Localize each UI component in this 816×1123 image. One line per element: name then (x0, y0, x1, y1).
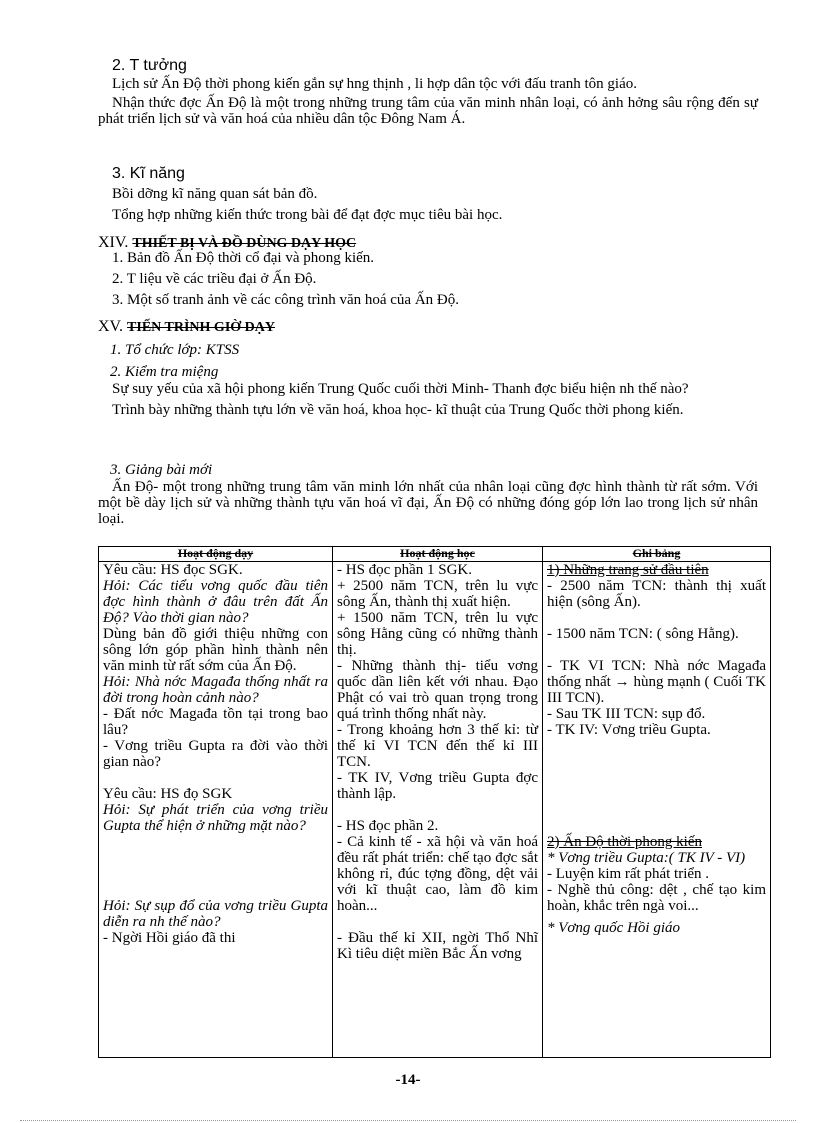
teaching-line: Hỏi: Sự phát triển của vơng triều Gupta thể hiện ở những mặt nào? (103, 802, 328, 834)
heading-skills: 3. Kĩ năng (112, 165, 185, 182)
teaching-line: Dùng bản đồ giới thiệu những con sông lớn góp phần hình thành nên văn minh từ rất sớm của Ấn Độ. (103, 626, 328, 674)
column-learning (333, 562, 543, 1058)
bottom-divider (20, 1120, 796, 1121)
question-1: Sự suy yếu của xã hội phong kiến Trung Quốc cuối thời Minh- Thanh đợc biểu hiện nh thế nào? (112, 381, 689, 397)
teaching-line: - Đất nớc Magađa tồn tại trong bao lâu? (103, 706, 328, 738)
paragraph-thought-1: Lịch sử Ấn Độ thời phong kiến gắn sự hng thịnh , li hợp dân tộc với đấu tranh tôn giáo. (112, 76, 637, 92)
learning-line: - Đầu thế kỉ XII, ngời Thổ Nhĩ Kì tiêu diệt miền Bắc Ấn vơng (337, 930, 538, 962)
column-teaching (99, 562, 333, 1058)
teaching-line: - Ngời Hồi giáo đã thi (103, 930, 236, 946)
table-header-row (99, 547, 771, 562)
lesson-intro (98, 479, 758, 527)
teaching-line (103, 850, 328, 866)
equipment-item: 2. T liệu về các triều đại ở Ấn Độ. (112, 271, 317, 287)
board-line (547, 642, 766, 658)
step-class-organization: 1. Tổ chức lớp: KTSS (110, 342, 240, 358)
learning-line: - Trong khoảng hơn 3 thế kỉ: từ thế kỉ VI TCN đến thế kỉ III TCN. (337, 722, 538, 770)
teaching-line: Hỏi: Các tiểu vơng quốc đầu tiên đợc hình thành ở đâu trên đất Ấn Độ? Vào thời gian nào? (103, 578, 328, 626)
lesson-table (98, 546, 771, 1058)
question-2: Trình bày những thành tựu lớn về văn hoá, khoa học- kĩ thuật của Trung Quốc thời phong kiến. (112, 402, 684, 418)
learning-line: - TK IV, Vơng triều Gupta đợc thành lập. (337, 770, 538, 802)
teaching-line: - Vơng triều Gupta ra đời vào thời gian nào? (103, 738, 328, 770)
board-title-1: 1) Những trang sử đầu tiên (547, 562, 709, 578)
board-line: - TK IV: Vơng triều Gupta. (547, 722, 711, 738)
header-learning: Hoạt động học (333, 547, 543, 562)
learning-line: - HS đọc phần 2. (337, 818, 439, 834)
header-teaching: Hoạt động dạy (99, 547, 333, 562)
section-number: XIV. (98, 234, 129, 251)
board-islam-heading: * Vơng quốc Hồi giáo (547, 920, 680, 936)
equipment-item: 1. Bản đồ Ấn Độ thời cổ đại và phong kiến. (112, 250, 375, 266)
learning-line (337, 802, 538, 818)
step-new-lesson: 3. Giảng bài mới (110, 462, 213, 478)
board-line: - 1500 năm TCN: ( sông Hằng). (547, 626, 739, 642)
teaching-line (103, 770, 328, 786)
table-row (99, 562, 771, 1058)
heading-thought: 2. T tưởng (112, 57, 187, 74)
teaching-line (103, 866, 328, 882)
page-number: -14- (395, 1072, 421, 1088)
section-process-heading (98, 319, 275, 336)
board-gupta-heading: * Vơng triều Gupta:( TK IV - VI) (547, 850, 746, 866)
paragraph-thought-2: Nhận thức đợc Ấn Độ là một trong những trung tâm của văn minh nhân loại, có ảnh hởng sâu rộng đến sự phát triển lịch sử và văn hoá của nhiều dân tộc Đông Nam Á. (98, 95, 758, 127)
teaching-line: Hỏi: Nhà nớc Magađa thống nhất ra đời trong hoàn cảnh nào? (103, 674, 328, 706)
teaching-line: Yêu cầu: HS đọ SGK (103, 786, 233, 802)
column-board (543, 562, 771, 1058)
oral-questions (98, 381, 758, 418)
teaching-line (103, 834, 328, 850)
paragraph-skill-2: Tổng hợp những kiến thức trong bài để đạt đợc mục tiêu bài học. (112, 207, 503, 223)
board-title-2: 2) Ấn Độ thời phong kiến (547, 834, 703, 850)
step-oral-check: 2. Kiểm tra miệng (110, 364, 219, 380)
intro-paragraph: Ấn Độ- một trong những trung tâm văn minh lớn nhất của nhân loại cũng đợc hình thành từ rất sớm. Với một bề dày lịch sử và những thành tựu văn hoá vĩ đại, Ấn Độ có những đóng góp lớn lao trong lịch sử nhân loại. (98, 479, 758, 527)
header-board: Ghi bảng (543, 547, 771, 562)
board-line: - TK VI TCN: Nhà nớc Magađa thống nhất → hùng mạnh ( Cuối TK III TCN). (547, 658, 766, 706)
board-line: - Nghề thủ công: dệt , chế tạo kim hoàn, khắc trên ngà voi... (547, 882, 766, 914)
teaching-line (103, 882, 328, 898)
teaching-line: Hỏi: Sự sụp đổ của vơng triều Gupta diễn ra nh thế nào? (103, 898, 328, 930)
learning-line: + 2500 năm TCN, trên lu vực sông Ấn, thành thị xuất hiện. (337, 578, 538, 610)
teaching-line: Yêu cầu: HS đọc SGK. (103, 562, 243, 578)
board-line: - Sau TK III TCN: sụp đổ. (547, 706, 706, 722)
section-number: XV. (98, 318, 124, 335)
equipment-item: 3. Một số tranh ảnh về các công trình văn hoá của Ấn Độ. (112, 292, 459, 308)
learning-line: - Cả kinh tế - xã hội và văn hoá đều rất phát triển: chế tạo đợc sắt không rỉ, đúc tợng đồng, dệt vải với kĩ thuật cao, làm đồ kim hoàn... (337, 834, 538, 914)
section-title: TIẾN TRÌNH GIỜ DẠY (127, 320, 275, 335)
learning-line: - HS đọc phần 1 SGK. (337, 562, 472, 578)
paragraph-skill-1: Bồi dỡng kĩ năng quan sát bản đồ. (112, 186, 318, 202)
board-line: - Luyện kim rất phát triển . (547, 866, 710, 882)
section-title: THIẾT BỊ VÀ ĐỒ DÙNG DẠY HỌC (132, 236, 357, 251)
learning-line: + 1500 năm TCN, trên lu vực sông Hằng cũng có những thành thị. (337, 610, 538, 658)
board-line: - 2500 năm TCN: thành thị xuất hiện (sông Ấn). (547, 578, 766, 610)
learning-line (337, 914, 538, 930)
skills-block (98, 76, 758, 127)
learning-line: - Những thành thị- tiểu vơng quốc dần liên kết với nhau. Đạo Phật có vai trò quan trọng trong quá trình thống nhất này. (337, 658, 538, 722)
equipment-list (112, 250, 772, 308)
skills-list (98, 186, 758, 223)
board-line (547, 610, 766, 626)
